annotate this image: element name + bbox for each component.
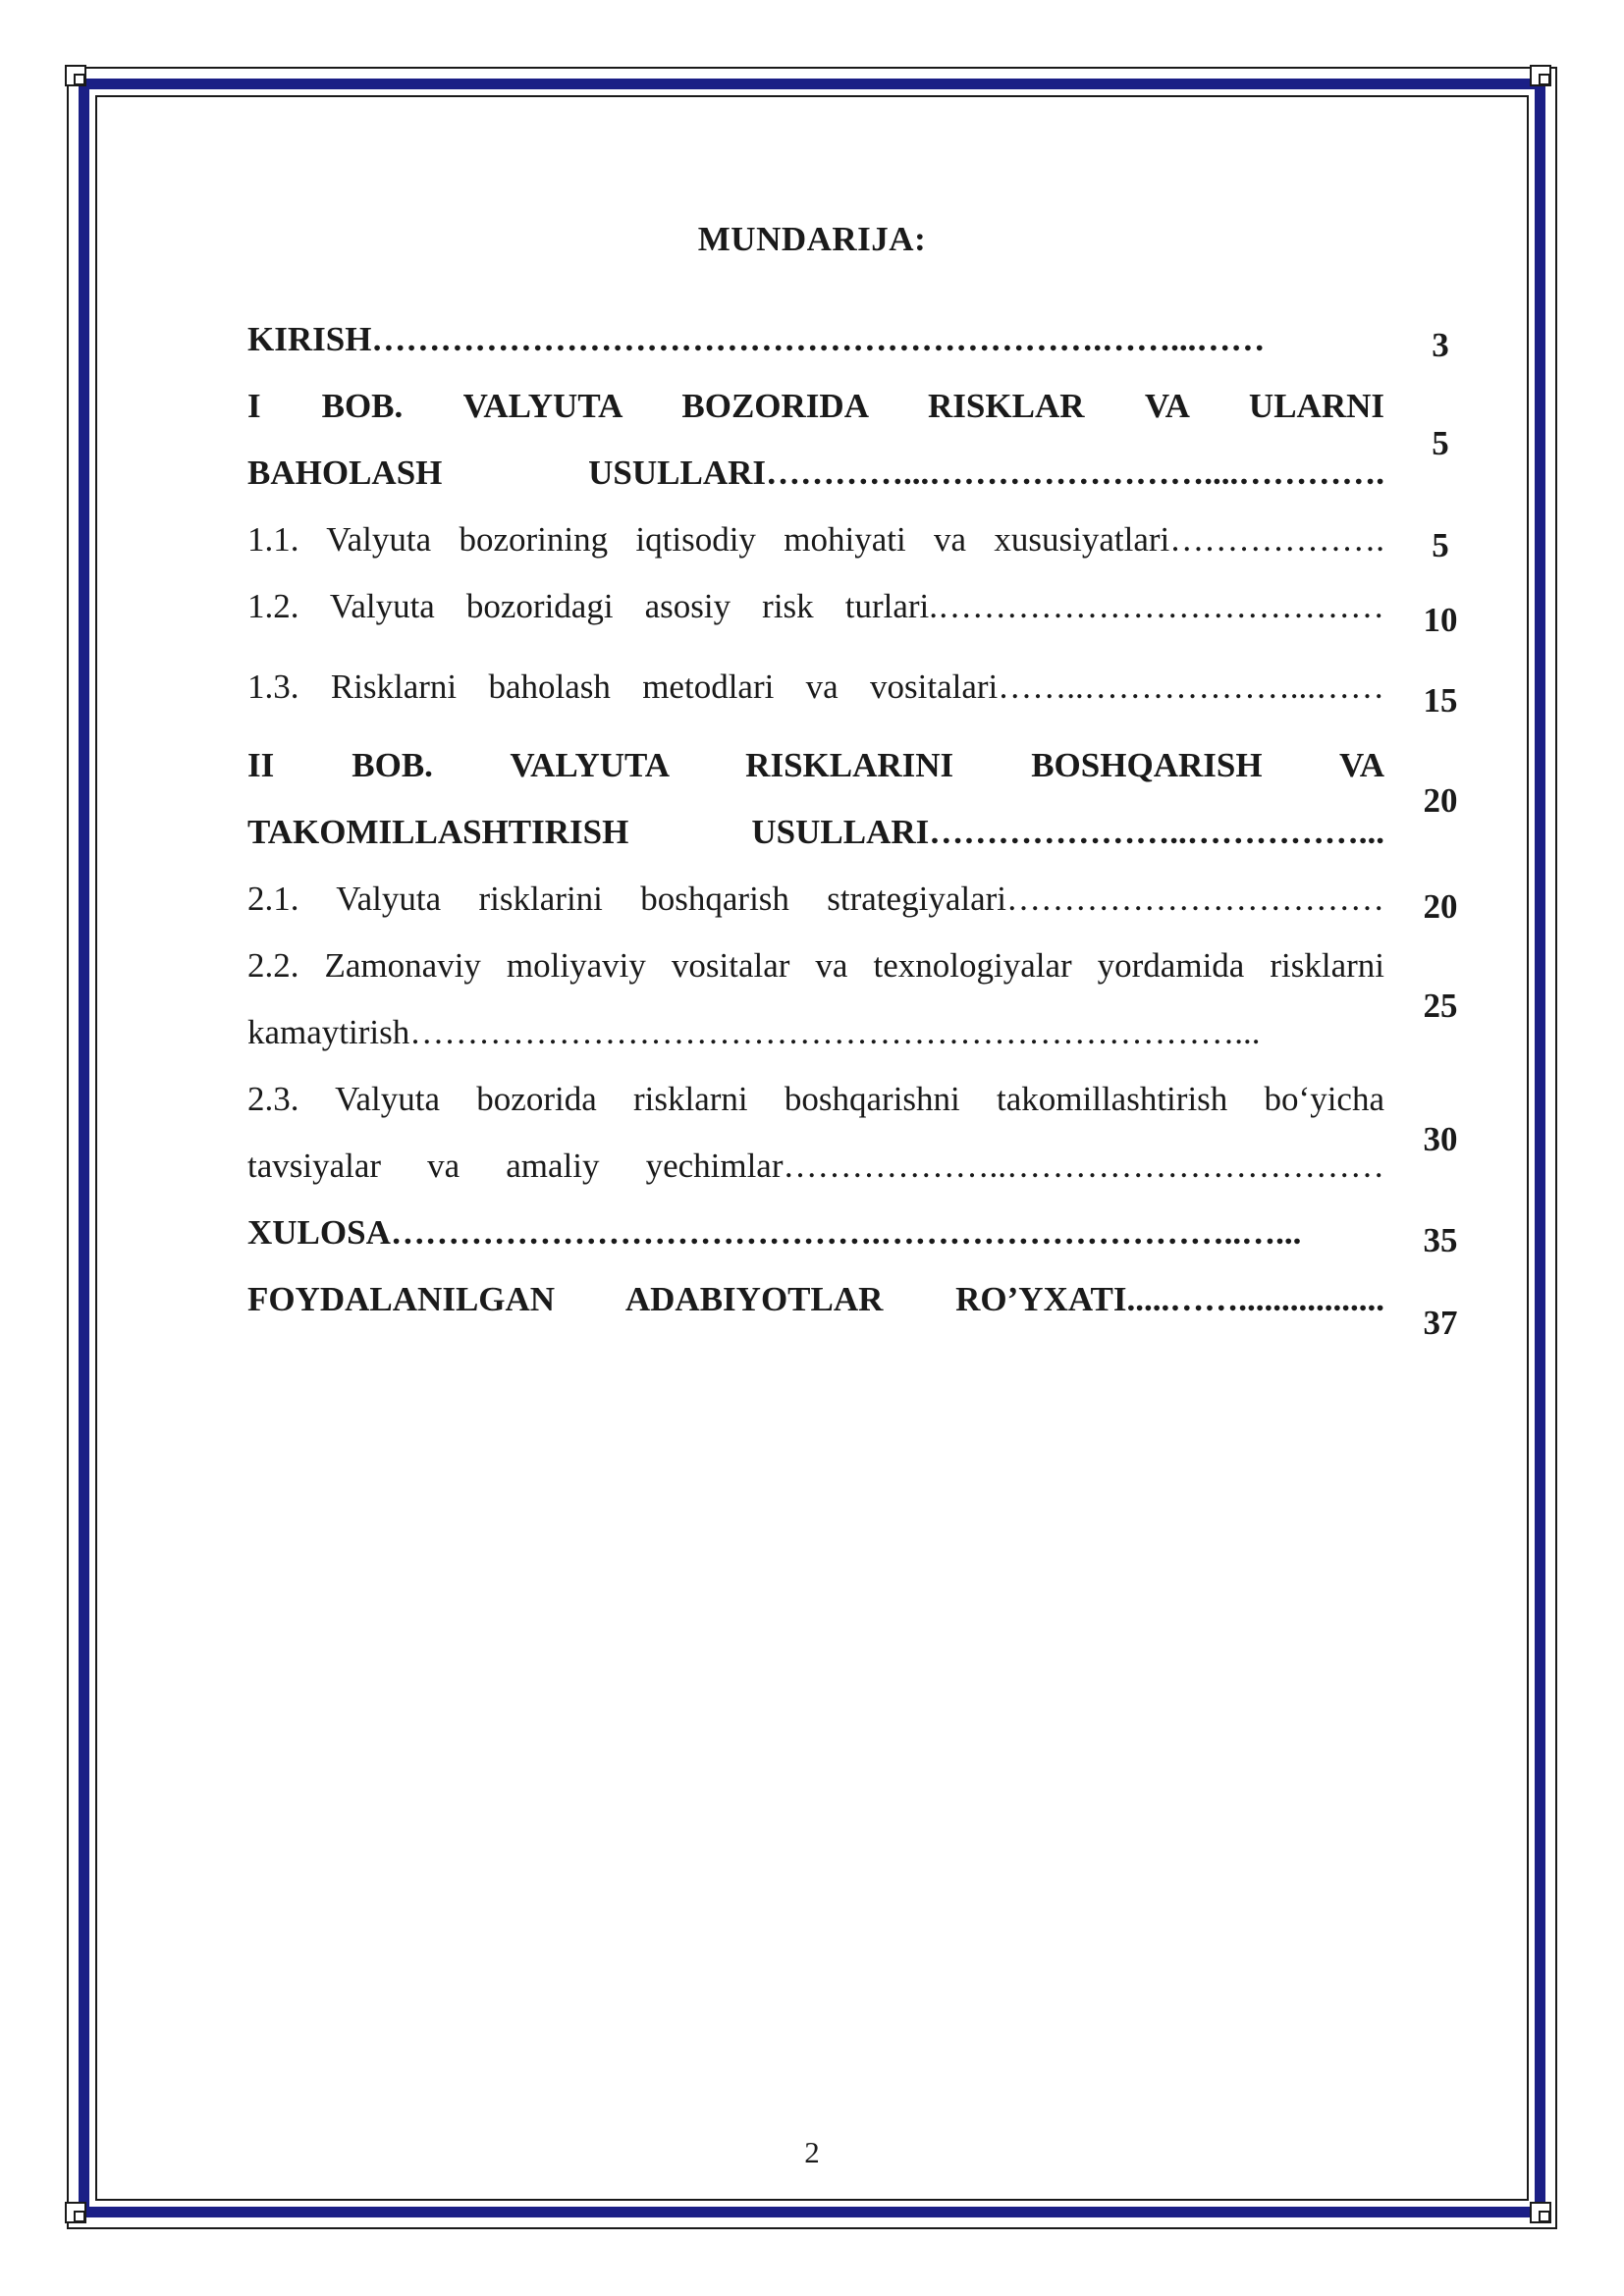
toc-entry-chapter-1[interactable] (247, 373, 1475, 507)
toc-entry-2-3[interactable] (247, 1066, 1475, 1200)
toc-entry-line: kamaytirish………………………………………………………………... (247, 1013, 1261, 1051)
toc-page-number: 25 (1423, 987, 1458, 1025)
toc-page-number: 35 (1423, 1221, 1458, 1259)
toc-page-number: 20 (1423, 887, 1458, 926)
toc-page-number: 20 (1423, 781, 1458, 820)
border-corner-ornament (1530, 2202, 1559, 2231)
toc-page-number: 5 (1432, 424, 1449, 462)
toc-entry-text (247, 933, 1384, 1066)
border-corner-ornament (65, 65, 94, 94)
toc-entry-line: TAKOMILLASHTIRISH USULLARI…………………..……………... (247, 813, 1384, 851)
toc-entry-xulosa[interactable] (247, 1200, 1475, 1266)
toc-entry-chapter-2[interactable] (247, 732, 1475, 866)
toc-entry-line: 1.3. Risklarni baholash metodlari va vositalari……..………………...…… (247, 667, 1384, 706)
toc-entry-text (247, 1200, 1384, 1266)
toc-entry-text (247, 1266, 1384, 1333)
border-corner-ornament (1530, 65, 1559, 94)
toc-entry-line: tavsiyalar va amaliy yechimlar………………..…………………………… (247, 1147, 1384, 1185)
toc-entry-references[interactable] (247, 1266, 1475, 1342)
toc-entry-text (247, 306, 1384, 373)
toc-entry-line: BAHOLASH USULLARI…………...……………………....…………. (247, 454, 1384, 492)
toc-entry-line: KIRISH……………………………………………………….……...…… (247, 320, 1266, 358)
toc-entry-line: 2.3. Valyuta bozorida risklarni boshqarishni takomillashtirish bo‘yicha (247, 1080, 1384, 1118)
toc-page-number: 37 (1423, 1304, 1458, 1342)
toc-entry-line: XULOSA…………………………………….…………………………..…... (247, 1213, 1302, 1252)
toc-entry-line: 2.2. Zamonaviy moliyaviy vositalar va texnologiyalar yordamida risklarni (247, 946, 1384, 985)
toc-entry-2-1[interactable] (247, 866, 1475, 933)
toc-entry-1-2[interactable] (247, 573, 1475, 640)
toc-entry-1-3[interactable] (247, 654, 1475, 721)
page-title: MUNDARIJA: (697, 220, 927, 258)
page-number: 2 (804, 2135, 820, 2169)
toc-entry-kirish[interactable] (247, 306, 1475, 373)
toc-page-number: 3 (1432, 326, 1449, 364)
toc-entry-line: 2.1. Valyuta risklarini boshqarish strategiyalari…………………………… (247, 880, 1384, 918)
toc-entry-line: II BOB. VALYUTA RISKLARINI BOSHQARISH VA (247, 746, 1384, 784)
toc-entry-line: 1.2. Valyuta bozoridagi asosiy risk turlari.………………………………… (247, 587, 1384, 625)
toc-entry-text (247, 573, 1384, 640)
border-corner-ornament (65, 2202, 94, 2231)
toc-entry-line: FOYDALANILGAN ADABIYOTLAR RO’YXATI.....……................. (247, 1280, 1384, 1318)
toc-entry-2-2[interactable] (247, 933, 1475, 1066)
toc-entry-text (247, 507, 1384, 573)
toc-entry-text (247, 866, 1384, 933)
toc-page-number: 30 (1423, 1120, 1458, 1158)
toc-entry-text (247, 654, 1384, 721)
table-of-contents (247, 306, 1475, 1342)
toc-page-number: 10 (1423, 601, 1458, 639)
toc-entry-1-1[interactable] (247, 507, 1475, 573)
toc-page-number: 15 (1423, 681, 1458, 720)
toc-entry-text (247, 732, 1384, 866)
toc-entry-text (247, 1066, 1384, 1200)
toc-entry-line: 1.1. Valyuta bozorining iqtisodiy mohiyati va xususiyatlari………………. (247, 520, 1384, 559)
toc-page-number: 5 (1432, 526, 1449, 564)
toc-entry-text (247, 373, 1384, 507)
toc-entry-line: I BOB. VALYUTA BOZORIDA RISKLAR VA ULARNI (247, 387, 1384, 425)
